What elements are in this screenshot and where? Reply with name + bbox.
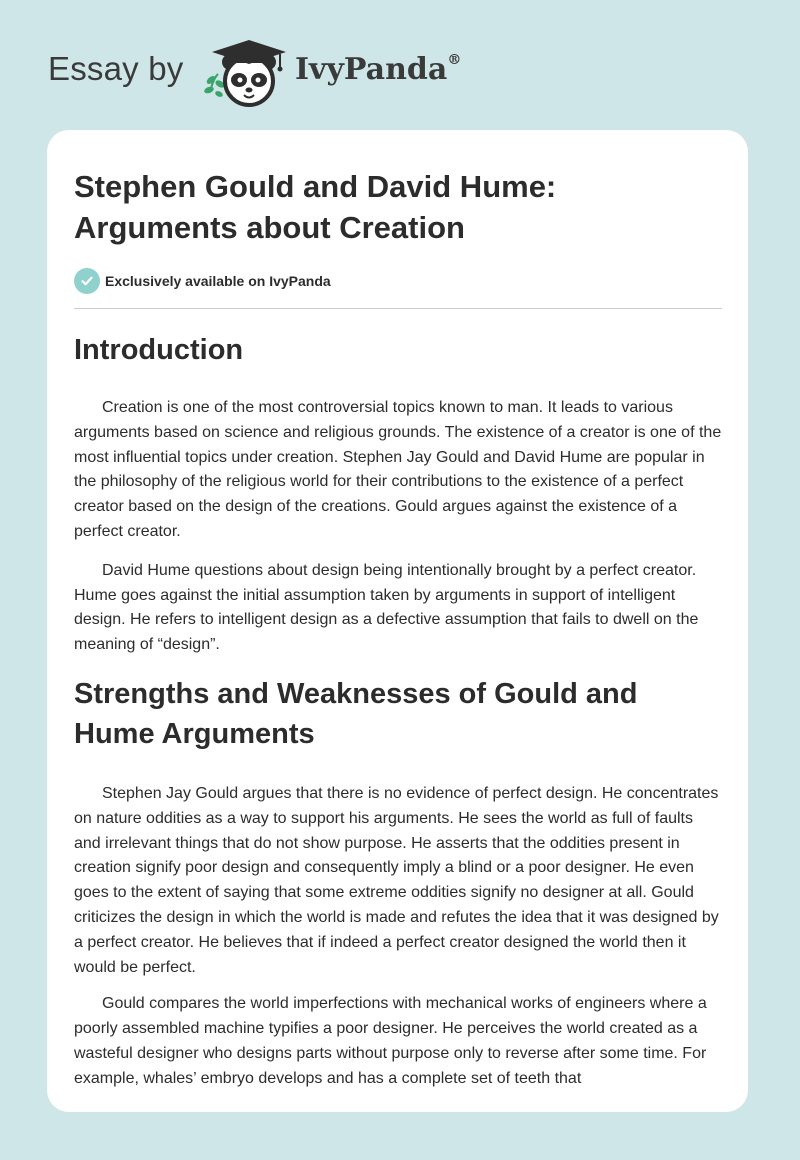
section-heading-strengths-weaknesses: Strengths and Weaknesses of Gould and Hume Arguments (74, 677, 638, 750)
panda-graduate-logo-icon[interactable] (202, 36, 294, 110)
divider (74, 308, 722, 309)
essay-title: Stephen Gould and David Hume: Arguments about Creation (74, 169, 557, 245)
brand-prefix: Essay by (48, 50, 184, 87)
brand-name[interactable] (295, 52, 461, 87)
registered-mark: ® (447, 52, 462, 68)
check-icon (74, 268, 100, 294)
exclusive-badge (74, 268, 721, 294)
paragraph: Creation is one of the most controversial topics known to man. It leads to various arguments based on science and religious grounds. The existence of a creator is one of the most influential topics under creation. Stephen Jay Gould and David Hume are popular in the philosophy of the religious world for their contributions to the existence of a perfect creator based on the design of the creations. Gould argues against the existence of a perfect creator. (74, 399, 722, 540)
site-header (0, 0, 800, 130)
essay-card (47, 130, 748, 1112)
exclusive-badge-text: Exclusively available on IvyPanda (105, 273, 331, 289)
paragraph: Gould compares the world imperfections with mechanical works of engineers where a poorly assembled machine typifies a poor designer. He perceives the world created as a wasteful designer who designs parts without purpose only to reverse after some time. For example, whales’ embryo develops and has a complete set of teeth that (74, 995, 707, 1087)
paragraph: David Hume questions about design being intentionally brought by a perfect creator. Hume goes against the initial assumption taken by arguments in support of intelligent design. He refers to intelligent design as a defective assumption that fails to dwell on the meaning of “design”. (74, 561, 699, 654)
paragraph: Stephen Jay Gould argues that there is no evidence of perfect design. He concentrates on nature oddities as a way to support his arguments. He sees the world as full of faults and irrelevant things that do not show purpose. He asserts that the oddities present in creation signify poor design and consequently imply a blind or a poor designer. He even goes to the extent of saying that some extreme oddities signify no designer at all. Gould criticizes the design in which the world is made and refutes the idea that it was designed by a perfect creator. He believes that if indeed a perfect creator designed the world then it would be perfect. (74, 784, 719, 976)
section-heading-introduction: Introduction (74, 334, 244, 366)
brand-name-text: IvyPanda (295, 52, 448, 87)
